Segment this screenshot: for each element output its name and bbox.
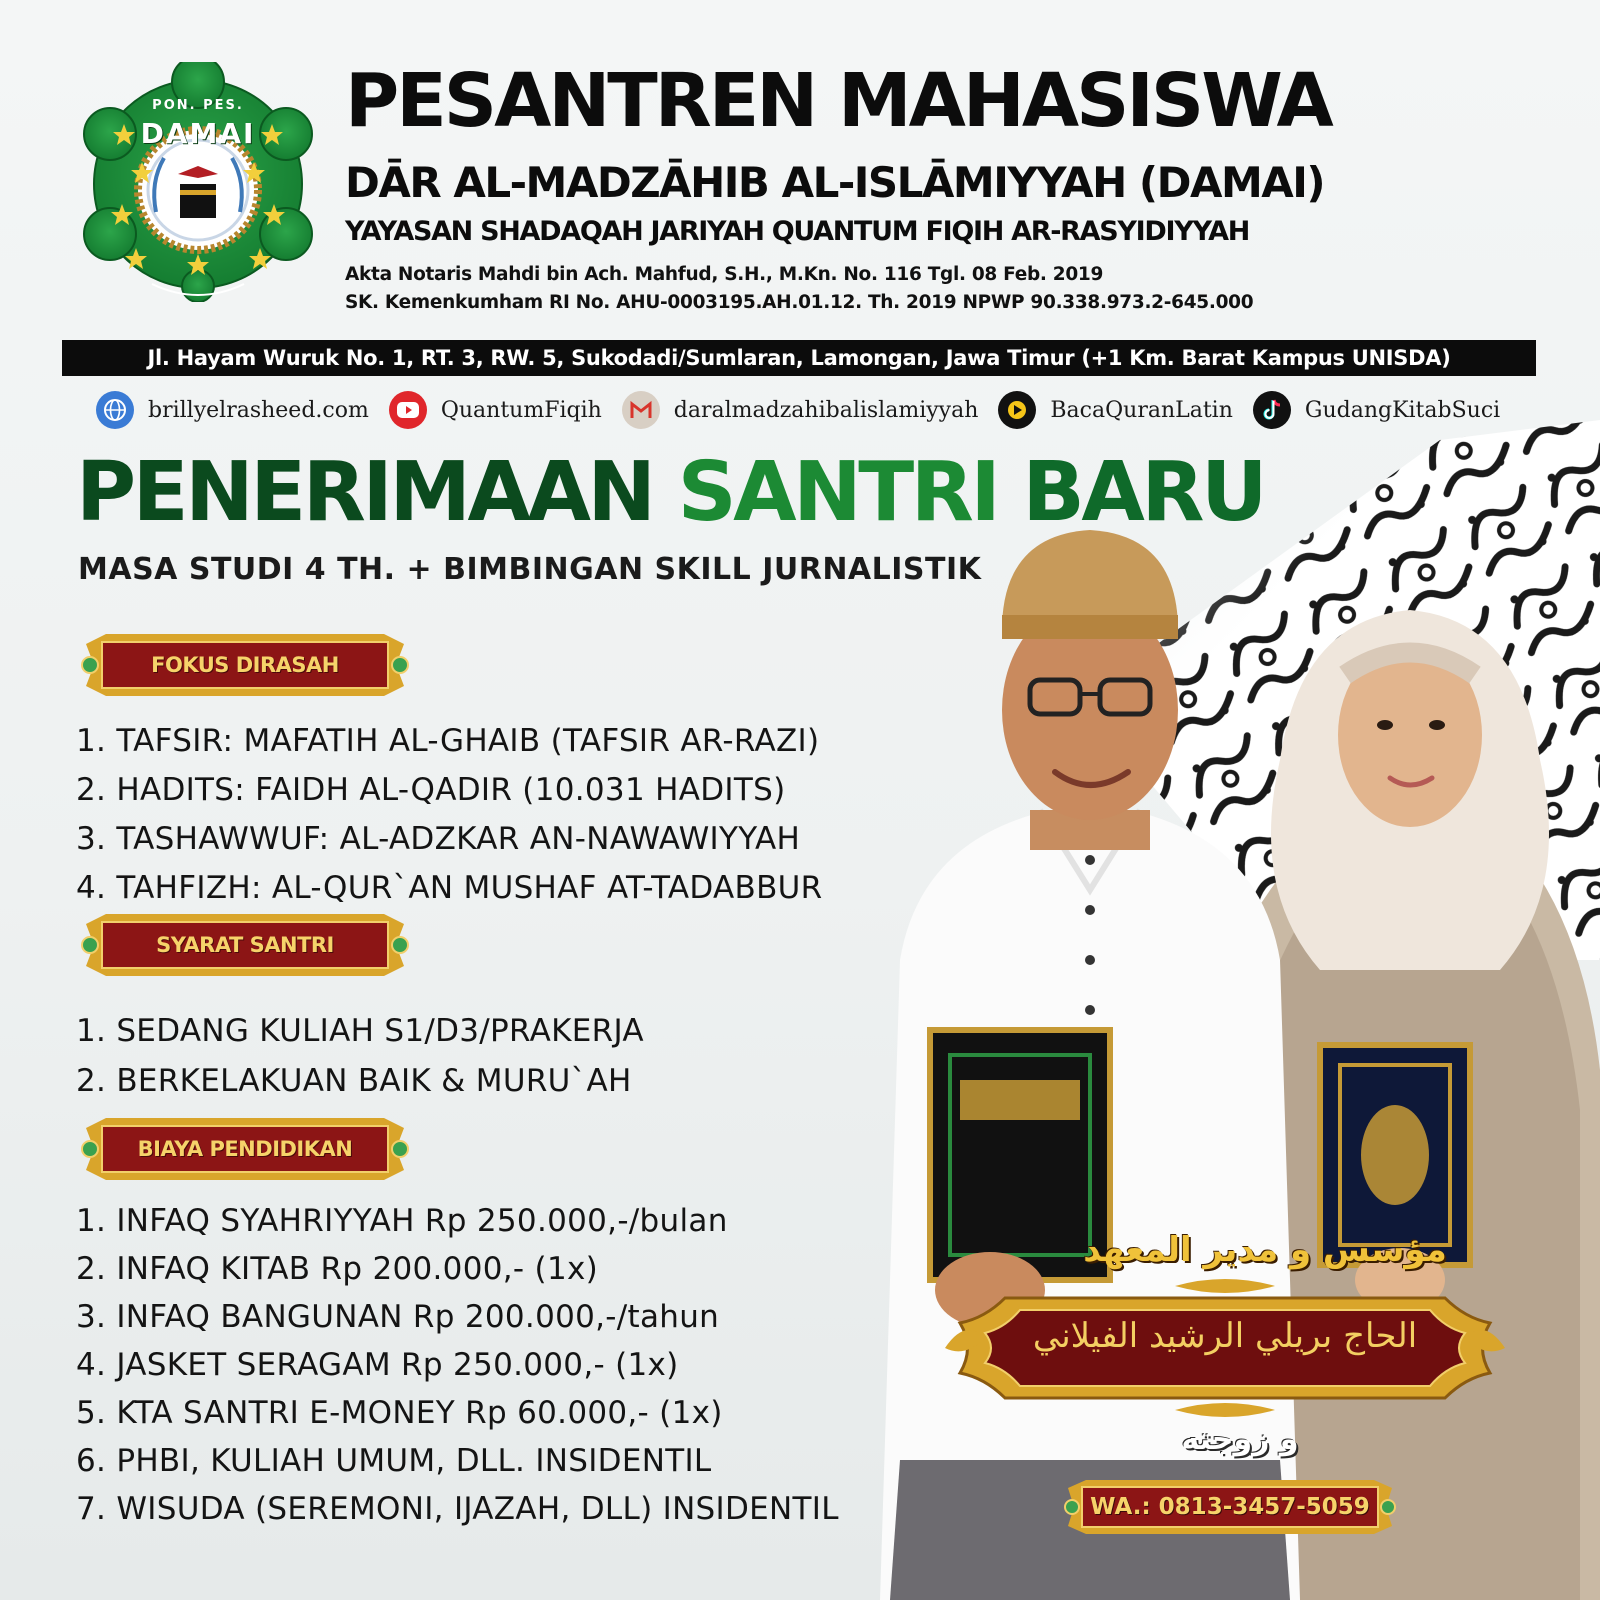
- list-item: 2. INFAQ KITAB Rp 200.000,- (1x): [76, 1251, 599, 1287]
- globe-icon: [96, 391, 134, 429]
- foundation-name: YAYASAN SHADAQAH JARIYAH QUANTUM FIQIH AR-RASYIDIYYAH: [345, 216, 1250, 247]
- founder-role-arabic: مؤسس و مدير المعهد: [1083, 1230, 1447, 1270]
- play-icon: [998, 391, 1036, 429]
- list-item: 4. JASKET SERAGAM Rp 250.000,- (1x): [76, 1347, 679, 1383]
- section-title-fokus: FOKUS DIRASAH: [151, 653, 339, 677]
- legal-line-registration: SK. Kemenkumham RI No. AHU-0003195.AH.01.12. Th. 2019 NPWP 90.338.973.2-645.000: [345, 292, 1254, 313]
- list-item: 4. TAHFIZH: AL-QUR`AN MUSHAF AT-TADABBUR: [76, 870, 823, 906]
- list-item: 7. WISUDA (SEREMONI, IJAZAH, DLL) INSIDENTIL: [76, 1491, 839, 1527]
- study-period: MASA STUDI 4 TH. + BIMBINGAN SKILL JURNALISTIK: [78, 552, 982, 587]
- social-link-youtube[interactable]: [389, 391, 602, 429]
- list-item: 5. KTA SANTRI E-MONEY Rp 60.000,- (1x): [76, 1395, 723, 1431]
- legal-line-notary: Akta Notaris Mahdi bin Ach. Mahfud, S.H., M.Kn. No. 116 Tgl. 08 Feb. 2019: [345, 264, 1104, 285]
- address-bar: Jl. Hayam Wuruk No. 1, RT. 3, RW. 5, Sukodadi/Sumlaran, Lamongan, Jawa Timur (+1 Km. Barat Kampus UNISDA): [62, 340, 1536, 376]
- section-ribbon-fokus: [76, 630, 414, 700]
- logo-top-text: PON. PES.: [152, 98, 244, 113]
- social-label-youtube: QuantumFiqih: [440, 397, 602, 423]
- list-item: 3. INFAQ BANGUNAN Rp 200.000,-/tahun: [76, 1299, 720, 1335]
- pesantren-logo: [80, 62, 316, 302]
- social-link-email[interactable]: [622, 391, 979, 429]
- headline-word-2: SANTRI: [677, 445, 998, 540]
- whatsapp-contact[interactable]: WA.: 0813-3457-5059: [1090, 1494, 1370, 1520]
- headline-word-3: BARU: [1022, 445, 1265, 540]
- list-item: 6. PHBI, KULIAH UMUM, DLL. INSIDENTIL: [76, 1443, 712, 1479]
- social-label-tiktok: GudangKitabSuci: [1304, 397, 1501, 423]
- social-label-email: daralmadzahibalislamiyyah: [673, 397, 979, 423]
- section-ribbon-syarat: [76, 910, 414, 980]
- founder-name-arabic: الحاج بريلي الرشيد الفيلاني: [1032, 1316, 1418, 1356]
- social-label-bacaquran: BacaQuranLatin: [1050, 397, 1233, 423]
- list-item: 3. TASHAWWUF: AL-ADZKAR AN-NAWAWIYYAH: [76, 821, 801, 857]
- list-item: 1. TAFSIR: MAFATIH AL-GHAIB (TAFSIR AR-RAZI): [76, 723, 820, 759]
- headline-new-students: [76, 445, 1265, 540]
- section-ribbon-biaya: [76, 1114, 414, 1184]
- logo-name-text: DAMAI: [140, 117, 256, 150]
- headline-word-1: PENERIMAAN: [76, 445, 653, 540]
- gmail-icon: [622, 391, 660, 429]
- page-subtitle: DĀR AL-MADZĀHIB AL-ISLĀMIYYAH (DAMAI): [345, 158, 1325, 207]
- section-title-syarat: SYARAT SANTRI: [156, 933, 334, 957]
- social-label-website: brillyelrasheed.com: [148, 397, 369, 423]
- youtube-icon: [389, 391, 427, 429]
- founder-wife-arabic: و زوجته: [1181, 1422, 1299, 1457]
- list-item: 2. BERKELAKUAN BAIK & MURU`AH: [76, 1063, 632, 1099]
- list-item: 1. SEDANG KULIAH S1/D3/PRAKERJA: [76, 1013, 644, 1049]
- page-title: PESANTREN MAHASISWA: [345, 58, 1331, 144]
- list-item: 1. INFAQ SYAHRIYYAH Rp 250.000,-/bulan: [76, 1203, 728, 1239]
- social-link-website[interactable]: [96, 391, 369, 429]
- section-title-biaya: BIAYA PENDIDIKAN: [137, 1137, 353, 1161]
- list-item: 2. HADITS: FAIDH AL-QADIR (10.031 HADITS): [76, 772, 786, 808]
